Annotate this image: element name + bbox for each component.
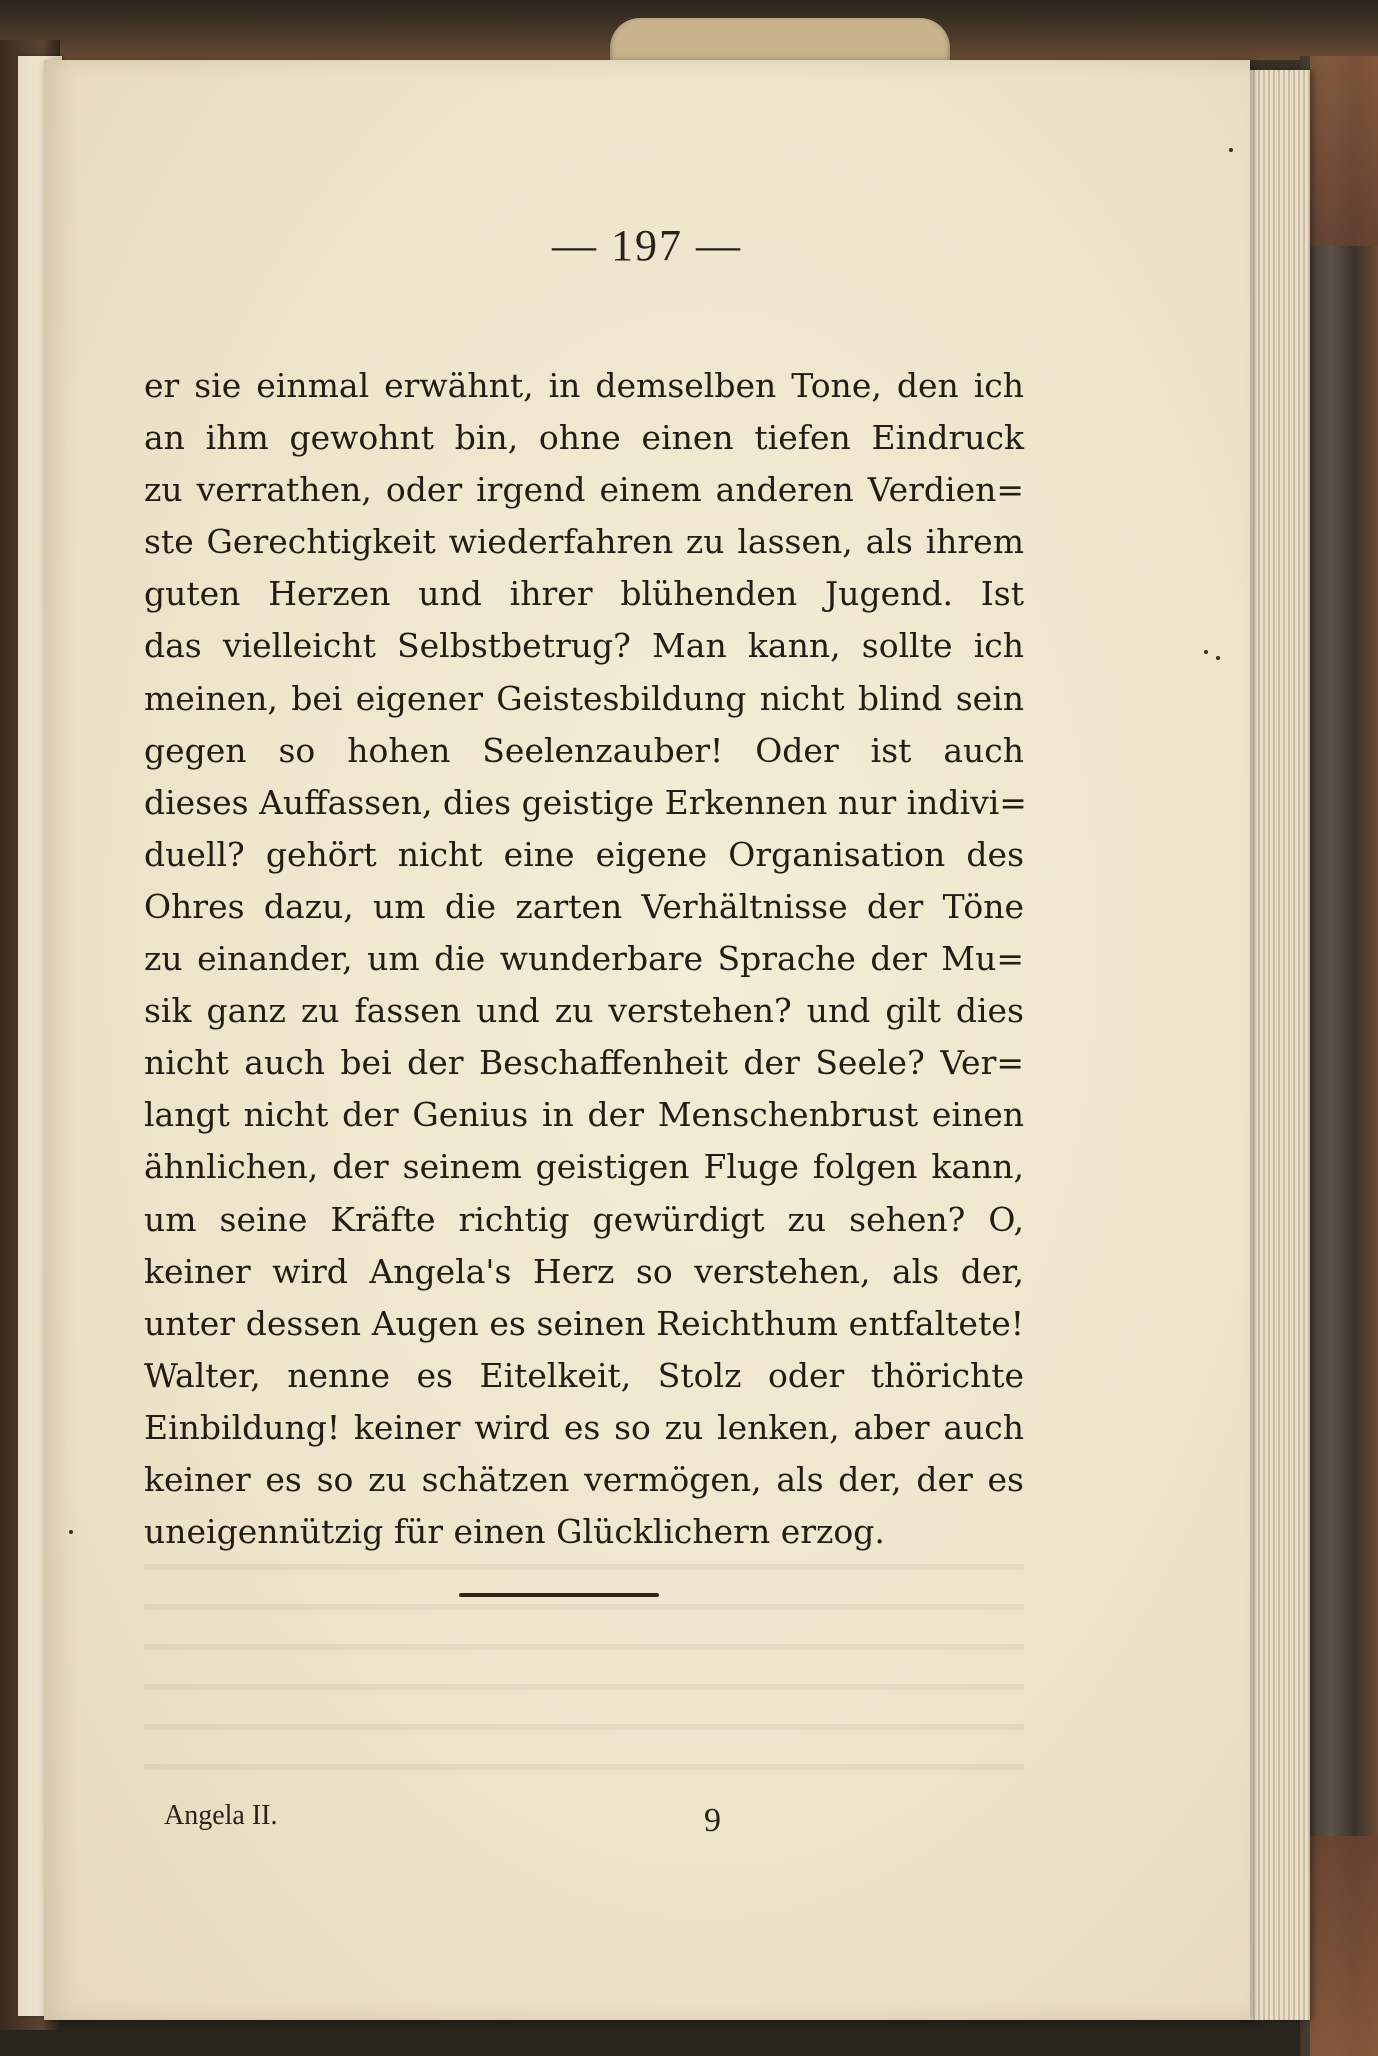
page-number-header: — 197 — <box>552 221 742 270</box>
text-line: Walter, nenne es Eitelkeit, Stolz oder thörichte <box>144 1355 1024 1395</box>
text-line: gegen so hohen Seelenzauber! Oder ist auch <box>144 730 1024 770</box>
text-line: zu verrathen, oder irgend einem anderen Verdien= <box>144 470 1024 510</box>
torn-page-tab <box>610 18 950 66</box>
text-line: sik ganz zu fassen und zu verstehen? und gilt dies <box>144 991 1024 1031</box>
text-line: Einbildung! keiner wird es so zu lenken, aber auch <box>144 1407 1024 1447</box>
book-page <box>44 60 1250 2020</box>
text-line: guten Herzen und ihrer blühenden Jugend. Ist <box>144 574 1024 614</box>
body-text <box>144 360 1027 1558</box>
text-line: keiner es so zu schätzen vermögen, als der, der es <box>144 1459 1024 1499</box>
printer-signature: Angela II. <box>164 1800 278 1831</box>
text-line: das vielleicht Selbstbetrug? Man kann, sollte ich <box>144 626 1024 666</box>
text-line: meinen, bei eigener Geistesbildung nicht blind sein <box>144 678 1024 718</box>
text-line: zu einander, um die wunderbare Sprache der Mu= <box>144 939 1024 979</box>
text-line: um seine Kräfte richtig gewürdigt zu sehen? O, <box>144 1199 1024 1239</box>
paper-speck <box>1216 656 1220 660</box>
text-line: duell? gehört nicht eine eigene Organisation des <box>144 834 1024 874</box>
text-line: nicht auch bei der Beschaffenheit der Seele? Ver= <box>144 1043 1024 1083</box>
paper-speck <box>1204 650 1208 654</box>
paper-speck <box>69 1530 73 1534</box>
text-line: langt nicht der Genius in der Menschenbrust einen <box>144 1095 1024 1135</box>
text-line: an ihm gewohnt bin, ohne einen tiefen Eindruck <box>144 418 1024 458</box>
text-line: ähnlichen, der seinem geistigen Fluge folgen kann, <box>144 1147 1024 1187</box>
page-stack-edges <box>1240 70 1310 2020</box>
text-line: uneigennützig für einen Glücklichern erzog. <box>144 1512 885 1552</box>
book-cover-right <box>1300 56 1378 2056</box>
leather-corner-top <box>1310 56 1378 246</box>
text-line: keiner wird Angela's Herz so verstehen, als der, <box>144 1251 1024 1291</box>
text-line: ste Gerechtigkeit wiederfahren zu lassen, als ihrem <box>144 522 1024 562</box>
show-through-text <box>144 1530 1024 1790</box>
paper-speck <box>1229 148 1233 152</box>
text-line: er sie einmal erwähnt, in demselben Tone, den ich <box>144 366 1024 405</box>
text-line: dieses Auffassen, dies geistige Erkennen nur indivi= <box>144 782 1027 822</box>
text-line: Ohres dazu, um die zarten Verhältnisse der Töne <box>144 886 1024 926</box>
text-line: unter dessen Augen es seinen Reichthum entfaltete! <box>144 1303 1024 1343</box>
section-end-rule <box>459 1593 659 1597</box>
leather-corner-bottom <box>1310 1836 1378 2056</box>
signature-mark: 9 <box>704 1802 721 1839</box>
